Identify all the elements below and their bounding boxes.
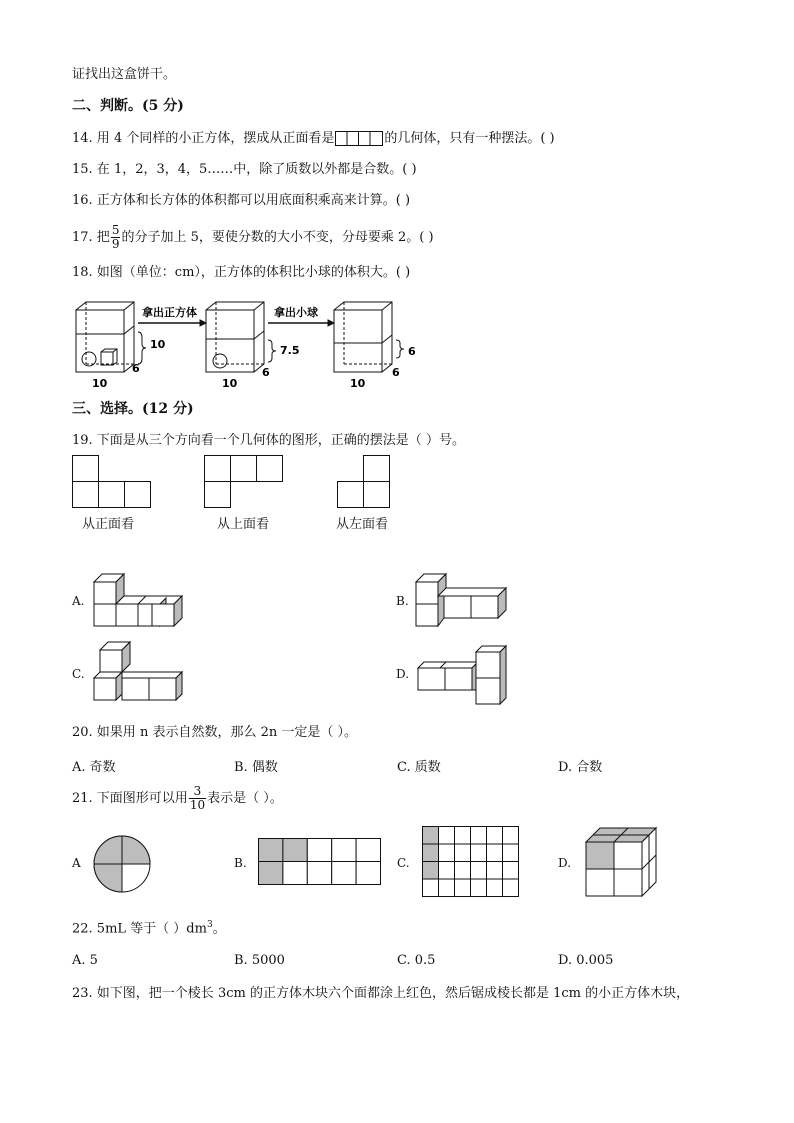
section-title-judgment: 二、判断。(5 分) xyxy=(72,98,184,114)
q18-containers-figure xyxy=(70,294,430,394)
q20-option-c[interactable]: C. 质数 xyxy=(397,760,441,775)
q17-fraction xyxy=(111,224,121,251)
q20-option-d[interactable]: D. 合数 xyxy=(558,760,603,775)
q21-option-b-label[interactable]: B. xyxy=(234,856,247,870)
q17-numerator: 5 xyxy=(111,223,120,237)
label-depth-3: 6 xyxy=(392,366,400,379)
q20-option-b[interactable]: B. 偶数 xyxy=(234,760,278,775)
label-height-10: 10 xyxy=(150,338,166,351)
q21-text-post: 表示是（ ）。 xyxy=(207,791,283,806)
q17-denominator: 9 xyxy=(111,237,120,251)
label-base-1: 10 xyxy=(92,377,108,390)
q22-option-b[interactable]: B. 5000 xyxy=(234,953,285,968)
q21-option-c-label[interactable]: C. xyxy=(397,856,410,870)
q21-option-d-label[interactable]: D. xyxy=(558,856,572,870)
q21-numerator: 3 xyxy=(189,785,206,799)
q21-option-a-circle[interactable] xyxy=(92,834,154,896)
question-23: 23. 如下图，把一个棱长 3cm 的正方体木块六个面都涂上红色，然后锯成棱长都是 1cm 的小正方体木块， xyxy=(72,986,690,1001)
question-17 xyxy=(72,220,434,256)
q21-option-b-rect[interactable] xyxy=(258,838,382,886)
q17-text-post: 的分子加上 5，要使分数的大小不变，分母要乘 2。( ) xyxy=(121,230,434,245)
question-20: 20. 如果用 n 表示自然数，那么 2n 一定是（ ）。 xyxy=(72,725,357,740)
view-label-left: 从左面看 xyxy=(336,517,389,532)
top-view-grid xyxy=(204,455,284,509)
question-16: 16. 正方体和长方体的体积都可以用底面积乘高来计算。( ) xyxy=(72,193,411,208)
section-title-choice: 三、选择。(12 分) xyxy=(72,401,194,417)
q22-superscript: 3 xyxy=(206,920,213,930)
arrow-label-remove-cube: 拿出正方体 xyxy=(142,306,197,319)
q21-denominator: 10 xyxy=(189,798,206,812)
label-depth-1: 6 xyxy=(132,362,140,375)
q19-option-b-figure[interactable] xyxy=(414,572,508,632)
q21-option-d-cube[interactable] xyxy=(584,826,660,898)
q19-option-d-figure[interactable] xyxy=(416,644,508,706)
label-depth-2: 6 xyxy=(262,366,270,379)
q19-option-c-figure[interactable] xyxy=(92,640,184,708)
q22-option-d[interactable]: D. 0.005 xyxy=(558,953,614,968)
label-height-6: 6 xyxy=(408,345,416,358)
q19-option-a-label[interactable]: A. xyxy=(72,594,85,608)
q22-option-c[interactable]: C. 0.5 xyxy=(397,953,436,968)
label-base-3: 10 xyxy=(350,377,366,390)
question-14 xyxy=(72,130,555,148)
q21-option-a-label[interactable]: A xyxy=(72,856,81,870)
q21-option-c-grid[interactable] xyxy=(422,826,520,898)
q21-text-pre: 21. 下面图形可以用 xyxy=(72,791,188,806)
q22-text-pre: 22. 5mL 等于（ ）dm xyxy=(72,921,207,937)
view-label-front: 从正面看 xyxy=(82,517,135,532)
question-22 xyxy=(72,916,226,938)
arrow-label-remove-ball: 拿出小球 xyxy=(274,306,318,319)
header-line: 证找出这盒饼干。 xyxy=(72,67,177,82)
q19-option-b-label[interactable]: B. xyxy=(396,594,409,608)
label-height-7-5: 7.5 xyxy=(280,344,300,357)
q22-text-post: 。 xyxy=(212,921,226,937)
question-19: 19. 下面是从三个方向看一个几何体的图形，正确的摆法是（ ）号。 xyxy=(72,433,465,448)
q19-option-a-figure[interactable] xyxy=(92,572,184,632)
q19-option-c-label[interactable]: C. xyxy=(72,667,85,681)
question-15: 15. 在 1，2，3，4，5……中，除了质数以外都是合数。( ) xyxy=(72,162,417,177)
front-view-grid xyxy=(72,455,152,509)
q17-text-pre: 17. 把 xyxy=(72,230,110,245)
question-18: 18. 如图（单位：cm），正方体的体积比小球的体积大。( ) xyxy=(72,265,411,280)
left-view-grid xyxy=(337,455,391,509)
four-squares-row-icon xyxy=(335,131,383,146)
q14-text-post: 的几何体，只有一种摆法。( ) xyxy=(384,131,555,146)
label-base-2: 10 xyxy=(222,377,238,390)
view-label-top: 从上面看 xyxy=(217,517,270,532)
q19-option-d-label[interactable]: D. xyxy=(396,667,410,681)
q14-text-pre: 14. 用 4 个同样的小正方体，摆成从正面看是 xyxy=(72,131,335,146)
q22-option-a[interactable]: A. 5 xyxy=(72,953,98,968)
q20-option-a[interactable]: A. 奇数 xyxy=(72,760,116,775)
question-21 xyxy=(72,781,283,817)
q21-fraction xyxy=(189,785,206,812)
